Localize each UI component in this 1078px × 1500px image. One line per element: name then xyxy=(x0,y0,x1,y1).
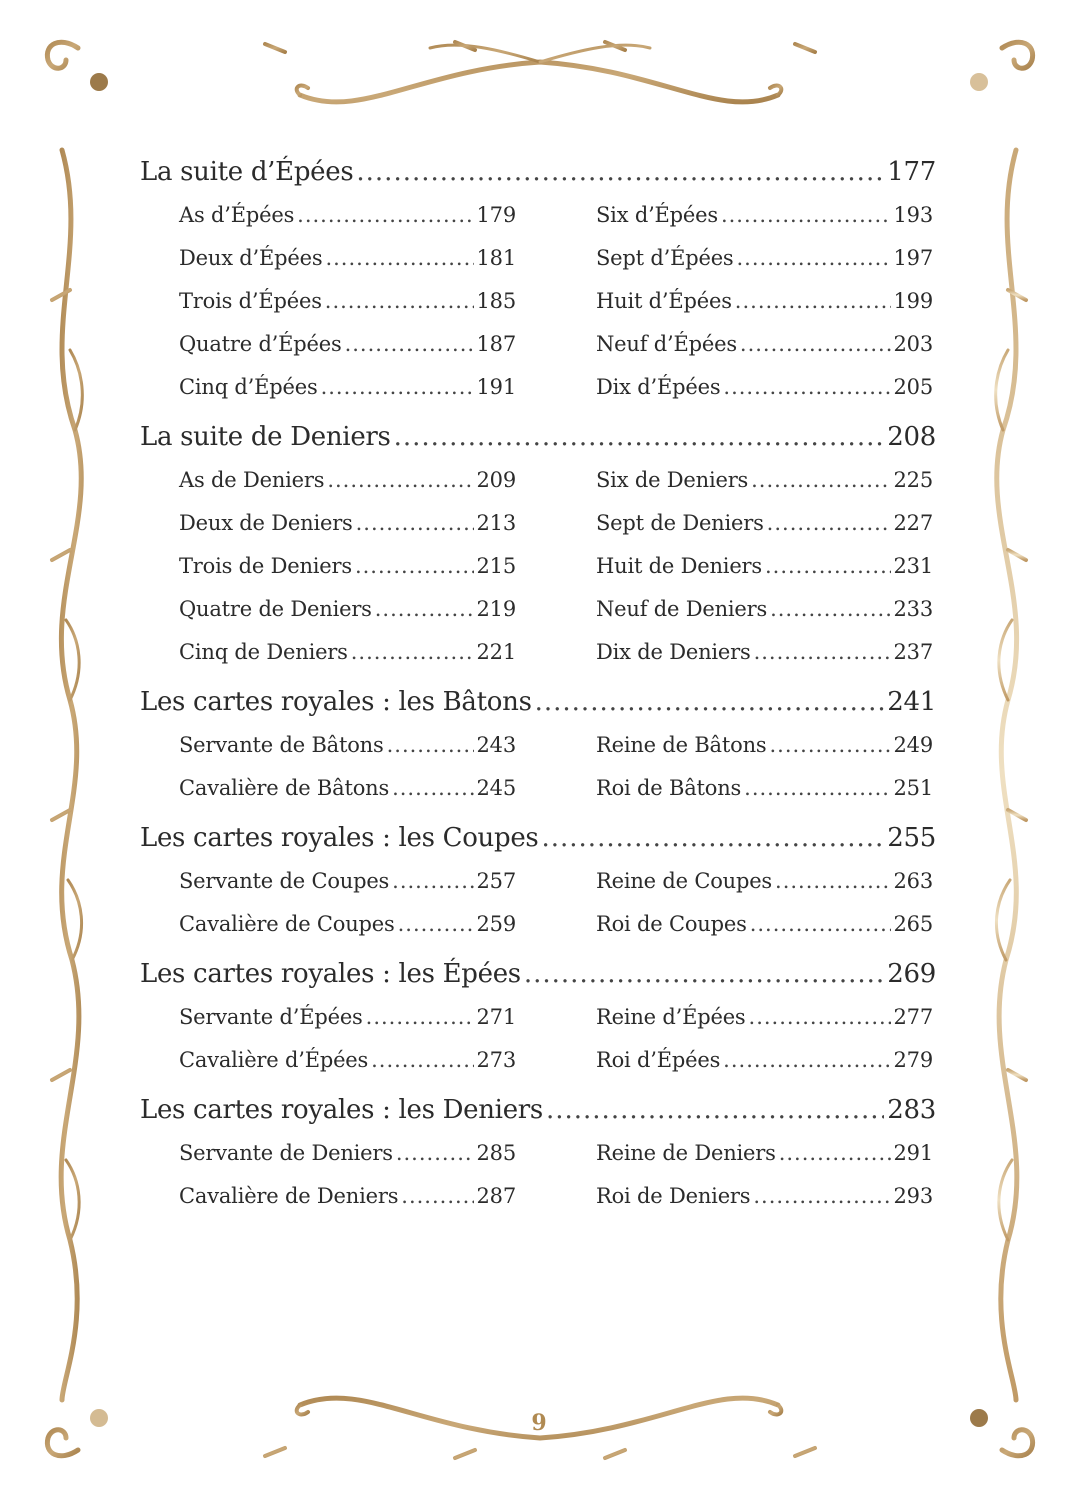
entry-page-number: 271 xyxy=(476,1005,516,1029)
toc-section xyxy=(140,1088,936,1218)
entry-page-number: 291 xyxy=(893,1141,933,1165)
toc-entry[interactable] xyxy=(596,1132,933,1175)
leader-dots xyxy=(387,724,474,767)
page-number: 9 xyxy=(531,1410,547,1436)
toc-entry[interactable] xyxy=(596,860,933,903)
toc-entry[interactable] xyxy=(596,502,933,545)
leader-dots xyxy=(744,767,890,810)
entry-label: Cavalière de Bâtons xyxy=(179,776,390,800)
leader-dots xyxy=(327,459,473,502)
toc-entry[interactable] xyxy=(179,366,516,409)
toc-entry[interactable] xyxy=(596,631,933,674)
toc-entry[interactable] xyxy=(596,366,933,409)
entry-label: Sept d’Épées xyxy=(596,246,734,270)
leader-dots xyxy=(325,237,473,280)
entry-label: Trois de Deniers xyxy=(179,554,352,578)
entry-label: Trois d’Épées xyxy=(179,289,322,313)
leader-dots xyxy=(749,996,891,1039)
entry-page-number: 197 xyxy=(893,246,933,270)
toc-entry[interactable] xyxy=(596,1039,933,1082)
section-page-number: 177 xyxy=(887,157,936,187)
toc-entry[interactable] xyxy=(179,588,516,631)
entry-page-number: 251 xyxy=(893,776,933,800)
toc-entry[interactable] xyxy=(596,323,933,366)
section-heading[interactable] xyxy=(140,952,936,996)
entry-label: Cavalière de Coupes xyxy=(179,912,395,936)
leader-dots xyxy=(546,1088,884,1132)
entry-grid xyxy=(140,1132,936,1218)
leader-dots xyxy=(524,952,884,996)
leader-dots xyxy=(765,545,891,588)
entry-page-number: 237 xyxy=(893,640,933,664)
section-heading[interactable] xyxy=(140,816,936,860)
entry-label: Cavalière de Deniers xyxy=(179,1184,399,1208)
entry-label: As de Deniers xyxy=(179,468,325,492)
entry-page-number: 205 xyxy=(893,375,933,399)
leader-dots xyxy=(321,366,474,409)
section-title: Les cartes royales : les Deniers xyxy=(140,1095,543,1125)
toc-entry[interactable] xyxy=(179,903,516,946)
entry-page-number: 231 xyxy=(893,554,933,578)
entry-page-number: 293 xyxy=(893,1184,933,1208)
toc-entry[interactable] xyxy=(179,280,516,323)
leader-dots xyxy=(751,459,890,502)
entry-page-number: 227 xyxy=(893,511,933,535)
toc-entry[interactable] xyxy=(179,545,516,588)
entry-label: Neuf de Deniers xyxy=(596,597,768,621)
leader-dots xyxy=(723,366,890,409)
entry-page-number: 203 xyxy=(893,332,933,356)
section-page-number: 241 xyxy=(887,687,936,717)
leader-dots xyxy=(754,631,891,674)
entry-label: Deux de Deniers xyxy=(179,511,353,535)
toc-entry[interactable] xyxy=(179,502,516,545)
entry-label: Servante de Deniers xyxy=(179,1141,393,1165)
toc-entry[interactable] xyxy=(596,903,933,946)
entry-label: Reine de Coupes xyxy=(596,869,773,893)
leader-dots xyxy=(753,1175,890,1218)
toc-entry[interactable] xyxy=(596,237,933,280)
entry-page-number: 179 xyxy=(476,203,516,227)
leader-dots xyxy=(392,767,473,810)
leader-dots xyxy=(535,680,885,724)
toc-entry[interactable] xyxy=(179,996,516,1039)
entry-label: Dix d’Épées xyxy=(596,375,721,399)
entry-label: Roi de Deniers xyxy=(596,1184,751,1208)
entry-page-number: 213 xyxy=(476,511,516,535)
toc-section xyxy=(140,952,936,1082)
toc-entry[interactable] xyxy=(179,724,516,767)
leader-dots xyxy=(375,588,474,631)
leader-dots xyxy=(356,502,474,545)
toc-entry[interactable] xyxy=(596,767,933,810)
leader-dots xyxy=(392,860,473,903)
leader-dots xyxy=(769,724,890,767)
entry-label: Six d’Épées xyxy=(596,203,718,227)
leader-dots xyxy=(740,323,891,366)
entry-page-number: 215 xyxy=(476,554,516,578)
entry-label: Reine de Bâtons xyxy=(596,733,767,757)
entry-page-number: 245 xyxy=(476,776,516,800)
toc-section xyxy=(140,816,936,946)
leader-dots xyxy=(779,1132,891,1175)
leader-dots xyxy=(721,194,891,237)
leader-dots xyxy=(770,588,890,631)
toc-entry[interactable] xyxy=(179,1175,516,1218)
entry-page-number: 285 xyxy=(476,1141,516,1165)
leader-dots xyxy=(297,194,473,237)
toc-entry[interactable] xyxy=(596,194,933,237)
entry-label: Huit d’Épées xyxy=(596,289,732,313)
entry-page-number: 259 xyxy=(476,912,516,936)
toc-entry[interactable] xyxy=(179,237,516,280)
entry-page-number: 279 xyxy=(893,1048,933,1072)
entry-page-number: 209 xyxy=(476,468,516,492)
leader-dots xyxy=(541,816,884,860)
leader-dots xyxy=(371,1039,473,1082)
entry-page-number: 181 xyxy=(476,246,516,270)
entry-page-number: 187 xyxy=(476,332,516,356)
entry-label: Six de Deniers xyxy=(596,468,749,492)
leader-dots xyxy=(401,1175,473,1218)
leader-dots xyxy=(345,323,474,366)
entry-label: Cinq de Deniers xyxy=(179,640,348,664)
entry-page-number: 265 xyxy=(893,912,933,936)
toc-entry[interactable] xyxy=(596,1175,933,1218)
entry-label: Servante de Bâtons xyxy=(179,733,384,757)
toc-entry[interactable] xyxy=(179,323,516,366)
leader-dots xyxy=(396,1132,474,1175)
entry-page-number: 287 xyxy=(476,1184,516,1208)
entry-label: Servante de Coupes xyxy=(179,869,390,893)
section-heading[interactable] xyxy=(140,150,936,194)
entry-label: Roi d’Épées xyxy=(596,1048,721,1072)
section-title: Les cartes royales : les Coupes xyxy=(140,823,539,853)
entry-label: Servante d’Épées xyxy=(179,1005,363,1029)
entry-label: As d’Épées xyxy=(179,203,295,227)
leader-dots xyxy=(351,631,474,674)
leader-dots xyxy=(750,903,891,946)
section-title: La suite d’Épées xyxy=(140,157,354,187)
section-heading[interactable] xyxy=(140,1088,936,1132)
entry-page-number: 277 xyxy=(893,1005,933,1029)
toc-entry[interactable] xyxy=(179,459,516,502)
entry-page-number: 257 xyxy=(476,869,516,893)
entry-page-number: 193 xyxy=(893,203,933,227)
section-page-number: 283 xyxy=(887,1095,936,1125)
entry-label: Cinq d’Épées xyxy=(179,375,318,399)
entry-label: Roi de Coupes xyxy=(596,912,747,936)
leader-dots xyxy=(394,415,885,459)
toc-entry[interactable] xyxy=(596,280,933,323)
section-title: La suite de Deniers xyxy=(140,422,391,452)
section-heading[interactable] xyxy=(140,680,936,724)
entry-page-number: 243 xyxy=(476,733,516,757)
toc-entry[interactable] xyxy=(179,194,516,237)
toc-entry[interactable] xyxy=(179,1039,516,1082)
entry-page-number: 221 xyxy=(476,640,516,664)
section-page-number: 255 xyxy=(887,823,936,853)
entry-label: Cavalière d’Épées xyxy=(179,1048,369,1072)
entry-grid xyxy=(140,724,936,810)
entry-label: Sept de Deniers xyxy=(596,511,764,535)
section-heading[interactable] xyxy=(140,415,936,459)
entry-label: Dix de Deniers xyxy=(596,640,751,664)
leader-dots xyxy=(366,996,474,1039)
entry-page-number: 273 xyxy=(476,1048,516,1072)
toc-entry[interactable] xyxy=(596,459,933,502)
section-title: Les cartes royales : les Bâtons xyxy=(140,687,532,717)
entry-label: Neuf d’Épées xyxy=(596,332,737,356)
entry-label: Deux d’Épées xyxy=(179,246,323,270)
entry-page-number: 191 xyxy=(476,375,516,399)
entry-page-number: 263 xyxy=(893,869,933,893)
toc-entry[interactable] xyxy=(596,588,933,631)
entry-label: Roi de Bâtons xyxy=(596,776,742,800)
entry-grid xyxy=(140,996,936,1082)
toc-entry[interactable] xyxy=(596,724,933,767)
leader-dots xyxy=(735,280,891,323)
leader-dots xyxy=(723,1039,890,1082)
toc-section xyxy=(140,150,936,409)
toc-entry[interactable] xyxy=(179,767,516,810)
entry-page-number: 199 xyxy=(893,289,933,313)
entry-page-number: 219 xyxy=(476,597,516,621)
entry-label: Huit de Deniers xyxy=(596,554,762,578)
toc-entry[interactable] xyxy=(596,996,933,1039)
toc-section xyxy=(140,415,936,674)
toc-entry[interactable] xyxy=(179,860,516,903)
leader-dots xyxy=(767,502,891,545)
entry-label: Reine d’Épées xyxy=(596,1005,746,1029)
leader-dots xyxy=(775,860,891,903)
leader-dots xyxy=(355,545,474,588)
toc-entry[interactable] xyxy=(179,1132,516,1175)
entry-page-number: 225 xyxy=(893,468,933,492)
entry-grid xyxy=(140,459,936,674)
section-page-number: 269 xyxy=(887,959,936,989)
leader-dots xyxy=(356,150,884,194)
section-title: Les cartes royales : les Épées xyxy=(140,959,521,989)
entry-page-number: 249 xyxy=(893,733,933,757)
toc-entry[interactable] xyxy=(179,631,516,674)
leader-dots xyxy=(398,903,474,946)
toc-section xyxy=(140,680,936,810)
entry-page-number: 185 xyxy=(476,289,516,313)
entry-label: Quatre d’Épées xyxy=(179,332,342,356)
entry-grid xyxy=(140,860,936,946)
entry-label: Quatre de Deniers xyxy=(179,597,372,621)
table-of-contents xyxy=(140,150,936,1224)
toc-entry[interactable] xyxy=(596,545,933,588)
entry-grid xyxy=(140,194,936,409)
leader-dots xyxy=(325,280,474,323)
entry-label: Reine de Deniers xyxy=(596,1141,776,1165)
entry-page-number: 233 xyxy=(893,597,933,621)
leader-dots xyxy=(737,237,891,280)
section-page-number: 208 xyxy=(887,422,936,452)
